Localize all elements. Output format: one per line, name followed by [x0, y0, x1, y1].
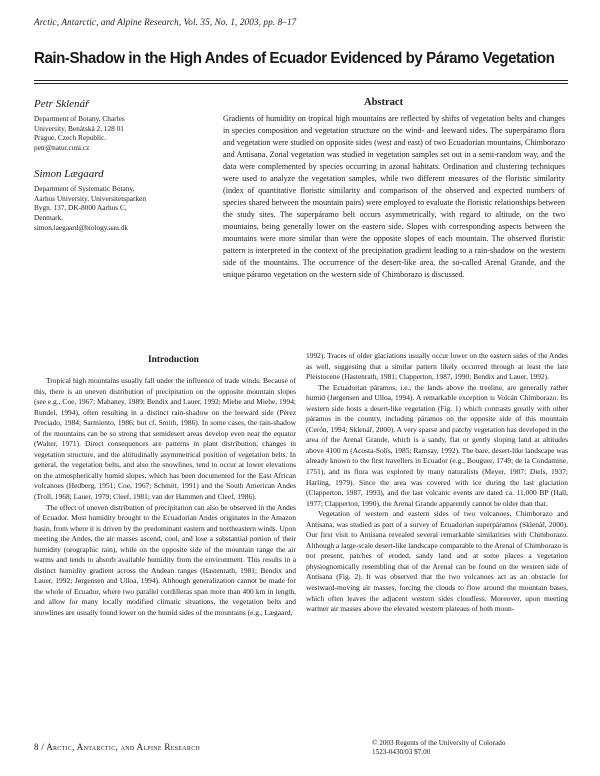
abstract-heading: Abstract	[364, 97, 404, 108]
body-column-right	[306, 351, 568, 615]
paragraph: Tropical high mountains usually fall under the influence of trade winds. Because of this, there is an uneven distribution of precipitation on the opposite mountain slopes (see e.g., Coe, 1967; Mahaney, 1989; Bendix and Lauer, 1992; Miehe and Miehe, 1994; Rundel, 1994), often resulting in a distinct rain-shadow on the leeward side (Pérez Preciado, 1984; Sarmiento, 1986; but cf. Smith, 1986). In some cases, the rain-shadow of the mountains can be so strong that semidesert areas develop even near the equator (Walter, 1971). Direct consequences are patterns in plant distribution, changes in vegetation structure, and the altitudinally asymmetrical position of vegetation belts. In general, the vegetation belts, and also the snowlines, tend to occur at lower elevations on the atmospherically humid slopes, which has been documented for the East African volcanoes (Hedberg, 1951; Coe, 1967; Schmitt, 1991) and the South American Andes (Troll, 1968; Lauer, 1979; Cleef, 1981; van der Hammen and Cleef, 1986).	[34, 376, 296, 502]
body-column-left	[34, 376, 296, 619]
author-name-1: Petr Sklenář	[34, 98, 90, 110]
paragraph: 1992). Traces of older glaciations usually occur lower on the eastern sides of the Andes as well, suggesting that a similar pattern likely occurred through at least the late Pleistocene (Hastenrath, 1981; Clapperton, 1987, 1990; Bendix and Lauer, 1992).	[306, 351, 568, 382]
introduction-heading: Introduction	[148, 355, 199, 365]
paragraph: The Ecuadorian páramos, i.e., the lands above the treeline, are generally rather humid (Jørgensen and Ulloa, 1994). A remarkable exception is Volcán Chimborazo. Its western side hosts a desert-like vegetation (Fig. 1) which contrasts greatly with other páramos in the country, including páramos on the opposite side of this mountain (Cerón, 1994; Sklenář, 2000). A very sparse and patchy vegetation has developed in the area of the Arenal Grande, which is a sandy, flat or gently sloping land at altitudes above 4100 m (Acosta-Solís, 1985; Ramsay, 1992). The bare, desert-like landscape was already known to the first travellers in Ecuador (e.g., Bouguer, 1749; de la Condamine, 1751), and its flora was explored by many naturalists (Meyer, 1907; Diels, 1937; Harling, 1979). Since the area was covered with ice during the last glaciation (Clapperton, 1987, 1993), and the last volcanic events are dated ca. 11,000 BP (Hall, 1977; Clapperton, 1990), the Arenal Grande apparently cannot be older than that.	[306, 382, 568, 508]
title-rule-top	[34, 80, 568, 81]
paper-title: Rain-Shadow in the High Andes of Ecuador Evidenced by Páramo Vegetation	[34, 50, 555, 67]
paragraph: The effect of uneven distribution of precipitation can also be observed in the Andes of Ecuador. Most humidity brought to the Ecuadorian Andes originates in the Amazon basin, from where it is driven by the predominant eastern and northeastern winds. Upon meeting the Andes, the air masses ascend, cool, and lose a substantial portion of their humidity (orographic rain), while on the opposite side of the mountain range the air warms and tends to absorb available humidity from the environment. This results in a distinct humidity gradient across the Andean ranges (Hastenrath, 1981; Bendix and Lauer, 1992; Jørgensen and Ulloa, 1994). Although generalization cannot be made for the whole of Ecuador, where two parallel cordilleras span more than 400 km in length, and allow for many locally modified climatic situations, the vegetation belts and snowlines are usually found lower on the humid sides of the mountains (e.g., Lægaard,	[34, 502, 296, 618]
footer-page-journal: 8 / Arctic, Antarctic, and Alpine Research	[34, 742, 201, 752]
journal-citation: Arctic, Antarctic, and Alpine Research, Vol. 35, No. 1, 2003, pp. 8–17	[34, 17, 297, 27]
author-affiliation-2: Department of Systematic Botany, Aarhus University, Universitetsparken Bygn. 137, DK-8000 Aarhus C, Denmark. simon.laegaard@biology.aau.dk	[34, 184, 146, 232]
footer-copyright: © 2003 Regents of the University of Colorado 1523-0430/03 $7.00	[372, 739, 506, 756]
author-affiliation-1: Department of Botany, Charles University, Benátská 2, 128 01 Prague, Czech Republic. petr@natur.cuni.cz	[34, 114, 125, 153]
paragraph: Vegetation of western and eastern sides of two volcanoes, Chimborazo and Antisana, was studied as part of a survey of Ecuadorian superpáramos (Sklenář, 2000). Our first visit to Antisana revealed several remarkable similarities with Chimborazo. Although a large-scale desert-like landscape comparable to the Arenal of Chimborazo is not present, patches of eroded, sandy land and at some places a vegetation physiognomically resembling that of the Arenal can be found on the western side of Antisana (Fig. 2). It was observed that the two volcanoes act as an obstacle for westward-moving air masses, forcing the clouds to flow around the mountain bases, which often leaves the adjacent western sides cloudless. Moreover, upon meeting warmer air masses above the elevated western plateaus of both moun-	[306, 509, 568, 614]
title-rule-bottom	[34, 83, 568, 84]
abstract-body: Gradients of humidity on tropical high mountains are reflected by shifts of vegetation belts and changes in species composition and vegetation structure on the wind- and leeward sides. The superpáramo flora and vegetation were studied on opposite sides (west and east) of two Ecuadorian mountains, Chimborazo and Antisana. Zonal vegetation was studied in vegetation samples set out in a semi-random way, and the data were complemented by species occurring in azonal habitats. Ordination and clustering techniques were used to analyze the vegetation samples, while two different measures of the floristic similarity (index of quantitative floristic similarity and comparison of the observed and expected numbers of species shared between the mountain pairs) were employed to evaluate the floristic relationships between the study sites. The superpáramo belt occurs asymmetrically, with regard to altitude, on the two mountains, being generally lower on the eastern side. Slopes with corresponding aspects between the mountains were more similar than were the opposite slopes of each mountain. The observed floristic pattern is interpreted in the context of the precipitation gradient leading to a rain-shadow on the western side of the mountains. The occurrence of the desert-like area, the so-called Arenal Grande, and the unique páramo vegetation on the western side of Chimborazo is discussed.	[223, 114, 565, 279]
author-name-2: Simon Lægaard	[34, 168, 104, 180]
